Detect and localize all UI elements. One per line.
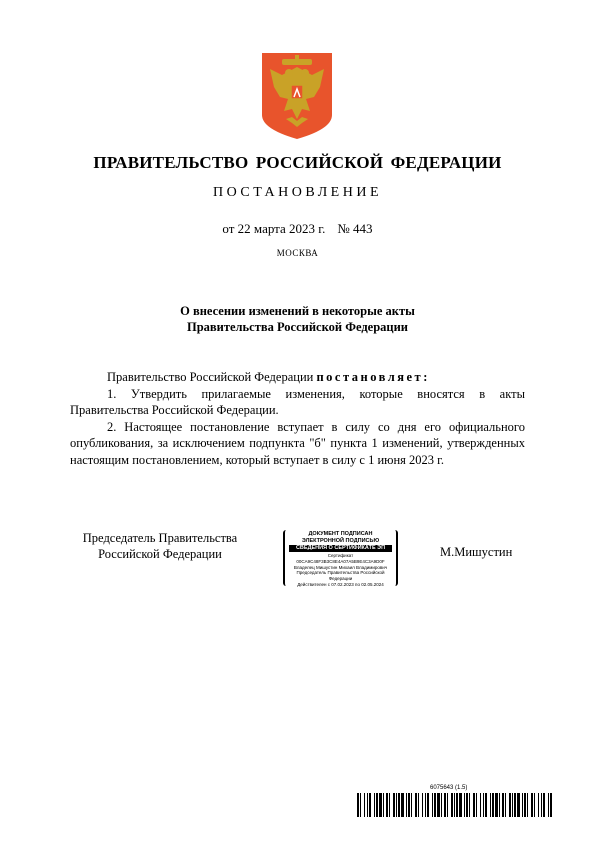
esign-cert-number: Сертификат 00CA9C48F3B3C8E4A07A5B9E4C3A9D0F xyxy=(296,553,385,564)
document-subject xyxy=(0,303,595,335)
electronic-signature-stamp xyxy=(283,530,398,586)
decree-intro-lead: Правительство Российской Федерации xyxy=(107,370,314,384)
organization-title: ПРАВИТЕЛЬСТВО РОССИЙСКОЙ ФЕДЕРАЦИИ xyxy=(93,153,502,172)
esign-title-line-1: ДОКУМЕНТ ПОДПИСАН xyxy=(308,531,373,537)
subject-line-1: О внесении изменений в некоторые акты xyxy=(180,304,415,318)
document-date: от 22 марта 2023 г. xyxy=(222,221,326,236)
decree-verb: постановляет: xyxy=(316,370,430,384)
subject-line-2: Правительства Российской Федерации xyxy=(186,320,409,334)
signer-position-line-2: Российской Федерации xyxy=(98,547,222,561)
barcode-icon xyxy=(357,793,552,817)
document-code: 6075643 (1.5) xyxy=(430,785,468,791)
esign-validity: Действителен с 07.02.2023 по 02.05.2024 xyxy=(297,581,384,587)
document-type: ПОСТАНОВЛЕНИЕ xyxy=(212,185,383,200)
decree-item-1: 1. Утвердить прилагаемые изменения, которые вносятся в акты Правительства Российской Федерации. xyxy=(70,386,525,417)
decree-item-2: 2. Настоящее постановление вступает в силу со дня его официального опубликования, за исключением подпункта "б" пункта 1 изменений, утвержденных настоящим постановлением, который вступает в силу с 1 июня 2023 г. xyxy=(70,419,525,467)
decree-intro xyxy=(70,369,525,386)
coat-of-arms-emblem xyxy=(262,53,332,139)
document-city: МОСКВА xyxy=(276,248,319,258)
esign-title xyxy=(285,531,396,544)
esign-owner-position: Председатель Правительства Российской Федерации xyxy=(296,570,385,582)
document-number: № 443 xyxy=(337,221,373,236)
signer-position-line-1: Председатель Правительства xyxy=(82,531,238,545)
esign-owner: Владелец Мишустин Михаил Владимирович xyxy=(293,564,388,570)
signer-name: М.Мишустин xyxy=(440,545,513,559)
esign-cert-heading: СВЕДЕНИЯ О СЕРТИФИКАТЕ ЭП xyxy=(289,545,392,552)
esign-title-line-2: ЭЛЕКТРОННОЙ ПОДПИСЬЮ xyxy=(301,537,380,544)
signer-position xyxy=(70,530,250,562)
document-body xyxy=(70,369,525,468)
document-date-line xyxy=(0,221,595,237)
